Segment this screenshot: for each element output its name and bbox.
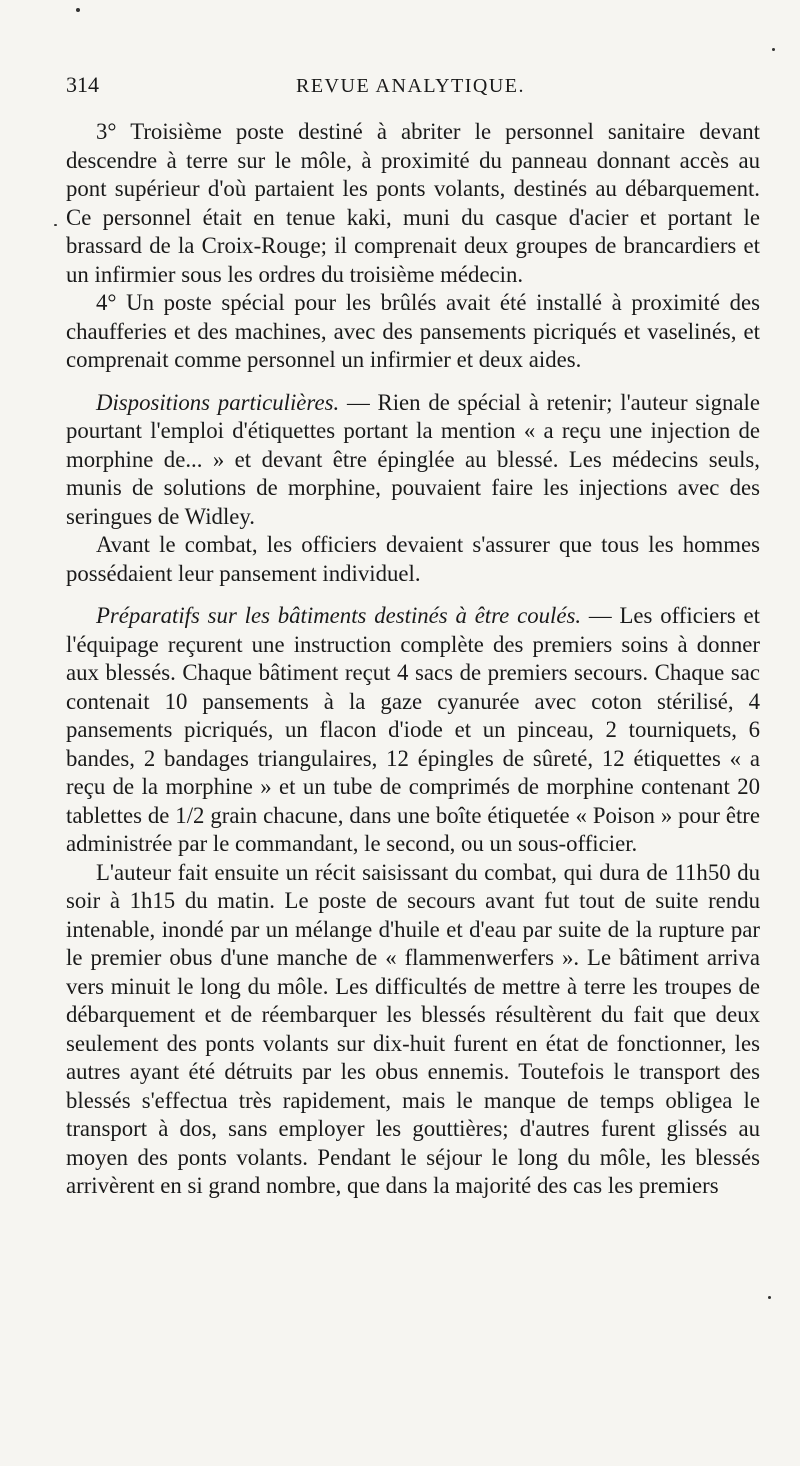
paragraph-burns-post: 4° Un poste spécial pour les brûlés avait été installé à proximité des chaufferies et des machines, avec des pansements picriqués et vaselinés, et comprenait comme personnel un infirmier et deux aides. <box>66 290 760 372</box>
ink-speck <box>772 48 775 51</box>
section-heading-dispositions: Dispositions particulières. <box>96 389 340 415</box>
running-head <box>66 72 760 104</box>
journal-title: REVUE ANALYTIQUE. <box>296 75 526 97</box>
ink-speck <box>768 1296 771 1299</box>
ink-speck <box>76 8 80 12</box>
paragraph-preparations: Préparatifs sur les bâtiments destinés à être coulés. — Les officiers et l'équipage reçurent une instruction complète des premiers soins à donner aux blessés. Chaque bâtiment reçut 4 sacs de premiers secours. Chaque sac contenait 10 pansements à la gaze cyanurée avec coton stérilisé, 4 pansements picriqués, un flacon d'iode et un pinceau, 2 tourniquets, 6 bandes, 2 bandages triangulaires, 12 épingles de sûreté, 12 étiquettes « a reçu de la morphine » et un tube de comprimés de morphine contenant 20 tablettes de 1/2 grain chacune, dans une boîte étiquetée « Poison » pour être administrée par le commandant, le second, ou un sous-officier. <box>66 603 760 856</box>
section-heading-preparatifs: Préparatifs sur les bâtiments destinés à être coulés. <box>96 603 582 628</box>
paragraph-before-combat: Avant le combat, les officiers devaient s'assurer que tous les hommes possédaient leur pansement individuel. <box>66 532 760 586</box>
paragraph-combat-account: L'auteur fait ensuite un récit saisissant du combat, qui dura de 11h50 du soir à 1h15 du matin. Le poste de secours avant fut tout de suite rendu intenable, inondé par un mélange d'huile et d'eau par suite de la rupture par le premier obus d'une manche de « flammenwerfers ». Le bâtiment arriva vers minuit le long du môle. Les difficultés de mettre à terre les troupes de débarquement et de réembarquer les blessés résultèrent du fait que deux seulement des ponts volants sur dix-huit furent en état de fonctionner, les autres ayant été détruits par les obus ennemis. Toutefois le transport des blessés s'effectua très rapidement, mais le manque de temps obligea le transport à dos, sans employer les gouttières; d'autres furent glissés au moyen des ponts volants. Pendant le séjour le long du môle, les blessés arrivèrent en si grand nombre, que dans la majorité des cas les premiers <box>66 859 760 1198</box>
article-body <box>66 118 760 1201</box>
page-number: 314 <box>66 72 99 97</box>
paragraph-third-post: 3° Troisième poste destiné à abriter le personnel sanitaire devant descendre à terre sur le môle, à proximité du panneau donnant accès au pont supérieur d'où partaient les ponts volants, destinés au débarquement. Ce personnel était en tenue kaki, muni du casque d'acier et portant le brassard de la Croix-Rouge; il comprenait deux groupes de brancardiers et un infirmier sous les ordres du troisième médecin. <box>66 119 760 287</box>
ink-speck <box>54 224 57 226</box>
paragraph-special-arrangements: Dispositions particulières. — Rien de spécial à retenir; l'auteur signale pourtant l'emploi d'étiquettes portant la mention « a reçu une injection de morphine de... » et devant être épinglée au blessé. Les médecins seuls, munis de solutions de morphine, pouvaient faire les injections avec des seringues de Widley. <box>66 389 761 529</box>
